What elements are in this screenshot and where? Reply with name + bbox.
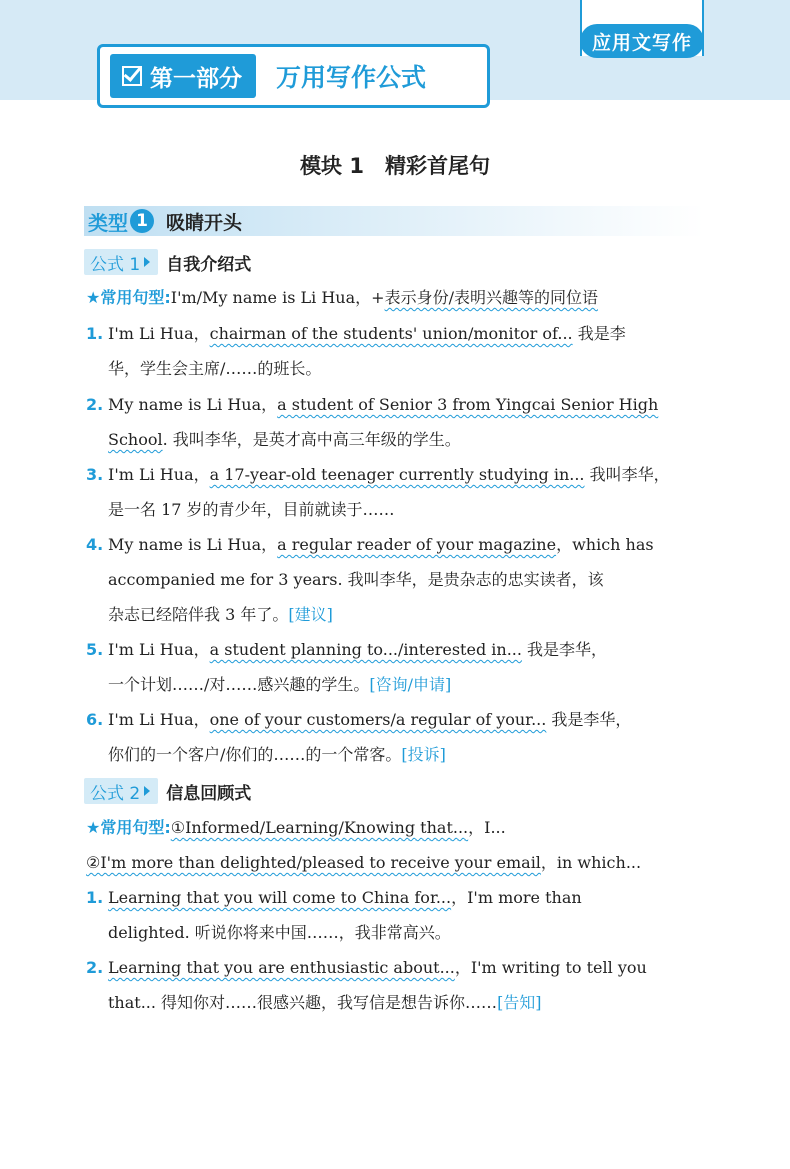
part-label-box (110, 54, 256, 98)
item-number: 2. (86, 958, 104, 977)
section-side-tab: 应用文写作 (580, 24, 704, 58)
list-item-cont (108, 357, 728, 381)
item-number: 3. (86, 465, 104, 484)
list-item-cont (108, 921, 728, 945)
item-text: . 我叫李华，是英才高中高三年级的学生。 (162, 430, 461, 449)
list-item (86, 956, 706, 980)
item-wavy: a 17-year-old teenager currently studying in... (209, 465, 585, 484)
list-item-cont (108, 568, 728, 592)
type-title: 吸睛开头 (166, 211, 243, 234)
pattern-text: ，I... (468, 818, 506, 837)
item-text: 我是李华， (521, 640, 608, 659)
formula-2-tag: 公式 2 (84, 778, 158, 804)
item-text: 一个计划……/对……感兴趣的学生。 (108, 675, 370, 694)
item-number: 5. (86, 640, 104, 659)
item-number: 4. (86, 535, 104, 554)
list-item-cont (108, 991, 728, 1015)
pattern-wavy: ②I'm more than delighted/pleased to receive your email (86, 853, 541, 872)
list-item (86, 463, 706, 487)
pattern-wavy: ①Informed/Learning/Knowing that... (170, 818, 469, 837)
item-text: I'm Li Hua， (108, 465, 210, 484)
list-item (86, 638, 706, 662)
item-number: 1. (86, 888, 104, 907)
item-number: 2. (86, 395, 104, 414)
pattern-wavy: 表示身份/表明兴趣等的同位语 (384, 288, 598, 307)
item-text: ，I'm writing to tell you (454, 958, 647, 977)
item-text: ，which has (556, 535, 654, 554)
item-text: I'm Li Hua， (108, 324, 210, 343)
item-wavy: Learning that you will come to China for... (108, 888, 452, 907)
item-text: My name is Li Hua， (108, 535, 278, 554)
type-heading (84, 206, 704, 236)
list-item-cont (108, 603, 728, 627)
item-text: My name is Li Hua， (108, 395, 278, 414)
item-text: 华，学生会主席/……的班长。 (108, 359, 322, 378)
type-number-badge: 1 (130, 209, 154, 233)
item-wavy: a regular reader of your magazine (277, 535, 557, 554)
list-item (86, 322, 706, 346)
item-wavy: Learning that you are enthusiastic about... (108, 958, 455, 977)
item-text: 我叫李华， (584, 465, 670, 484)
item-number: 6. (86, 710, 104, 729)
pattern-text: I'm/My name is Li Hua，+ (170, 288, 385, 307)
list-item-cont (108, 428, 728, 452)
module-title: 模块 1 精彩首尾句 (300, 154, 490, 178)
list-item (86, 708, 706, 732)
item-wavy: School (108, 430, 163, 449)
type-label: 类型 (88, 210, 128, 235)
category-tag: [建议] (288, 605, 333, 624)
list-item (86, 533, 706, 557)
item-text: I'm Li Hua， (108, 640, 210, 659)
item-text: 杂志已经陪伴我 3 年了。 (108, 605, 289, 624)
part-title: 万用写作公式 (276, 63, 427, 92)
item-text: 是一名 17 岁的青少年，目前就读于…… (108, 500, 395, 519)
list-item (86, 886, 706, 910)
formula-2-pattern-2 (86, 851, 706, 875)
item-text: accompanied me for 3 years. 我叫李华，是贵杂志的忠实读者，该 (108, 570, 604, 589)
formula-1-pattern (86, 286, 706, 310)
list-item-cont (108, 743, 728, 767)
item-wavy: chairman of the students' union/monitor of... (209, 324, 573, 343)
list-item (86, 393, 706, 417)
pattern-label: ★常用句型: (86, 288, 171, 307)
item-text: 你们的一个客户/你们的……的一个常客。 (108, 745, 402, 764)
chevron-right-icon (144, 257, 150, 267)
item-text: that... 得知你对……很感兴趣，我写信是想告诉你…… (108, 993, 498, 1012)
item-text: I'm Li Hua， (108, 710, 210, 729)
list-item-cont (108, 673, 728, 697)
chevron-right-icon (144, 786, 150, 796)
list-item-cont (108, 498, 728, 522)
pattern-text: ，in which... (540, 853, 642, 872)
item-number: 1. (86, 324, 104, 343)
item-wavy: one of your customers/a regular of your... (209, 710, 547, 729)
item-text: delighted. 听说你将来中国……，我非常高兴。 (108, 923, 451, 942)
formula-2-title: 信息回顾式 (166, 783, 252, 804)
item-wavy: a student of Senior 3 from Yingcai Senior High (277, 395, 659, 414)
checkbox-check-icon (122, 66, 142, 86)
category-tag: [投诉] (401, 745, 446, 764)
formula-1-heading (84, 249, 251, 275)
formula-1-title: 自我介绍式 (166, 254, 252, 275)
category-tag: [咨询/申请] (369, 675, 452, 694)
category-tag: [告知] (497, 993, 542, 1012)
formula-2-pattern-1 (86, 816, 706, 840)
pattern-label: ★常用句型: (86, 818, 171, 837)
item-wavy: a student planning to.../interested in... (209, 640, 522, 659)
item-text: 我是李华， (546, 710, 632, 729)
item-text: 我是李 (572, 324, 626, 343)
formula-1-tag: 公式 1 (84, 249, 158, 275)
item-text: ，I'm more than (451, 888, 582, 907)
formula-2-heading (84, 778, 251, 804)
part-label: 第一部分 (150, 65, 242, 92)
part-heading (97, 44, 490, 108)
